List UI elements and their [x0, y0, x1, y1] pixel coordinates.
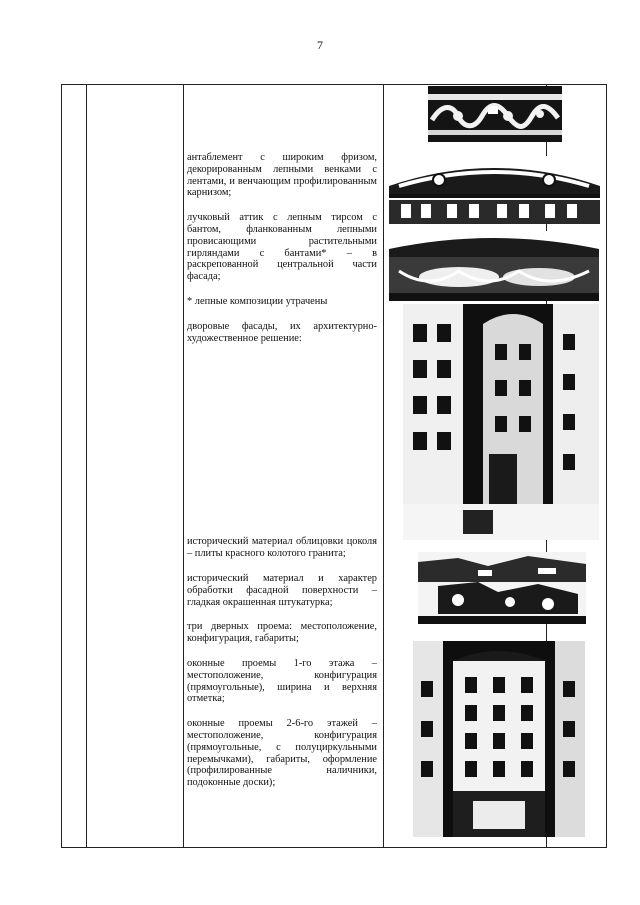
courtyard-facade-image — [403, 304, 599, 540]
page-number: 7 — [317, 38, 323, 52]
desc-doors: три дверных проема: местоположение, конфигурация, габариты; — [187, 621, 377, 645]
description-column — [187, 152, 377, 802]
table-column-divider — [86, 85, 87, 847]
desc-note: * лепные композиции утрачены — [187, 295, 328, 307]
table-column-divider — [383, 85, 384, 847]
photo-courtyard-facade-lower — [413, 641, 585, 837]
desc-attic: лучковый аттик с лепным тирсом с бантом, фланкованным лепными провисающими растительными гирляндами с бантами* – в раскрепованной центральной части фасада; — [187, 212, 377, 283]
desc-courtyard: дворовые фасады, их архитектурно-художественное решение: — [187, 320, 377, 344]
photo-frieze — [428, 86, 562, 142]
photo-granite-plinth — [418, 552, 586, 624]
photo-courtyard-facade — [403, 304, 599, 540]
table-column-divider — [183, 85, 184, 847]
cornice-facade-image — [389, 156, 600, 224]
attic-garlands-image — [389, 231, 599, 301]
desc-plinth: исторический материал облицовки цоколя – плиты красного колотого гранита; — [187, 536, 377, 560]
courtyard-facade-lower-image — [413, 641, 585, 837]
desc-surface: исторический материал и характер обработки фасадной поверхности – гладкая окрашенная штукатурка; — [187, 572, 377, 608]
granite-plinth-image — [418, 552, 586, 624]
desc-windows-1: оконные проемы 1-го этажа – местоположение, конфигурация (прямоугольные), ширина и верхняя отметка; — [187, 657, 377, 705]
frieze-ornament-image — [428, 86, 562, 142]
desc-windows-2-6: оконные проемы 2-6-го этажей – местоположение, конфигурация (прямоугольные, с полуциркульными перемычками), габариты, оформление (профилированные наличники, подоконные доски); — [187, 718, 377, 789]
desc-entablature: антаблемент с широким фризом, декорированным лепными венками с лентами, и венчающим профилированным карнизом; — [187, 152, 377, 199]
photo-cornice — [389, 156, 600, 224]
photo-attic — [389, 231, 599, 301]
